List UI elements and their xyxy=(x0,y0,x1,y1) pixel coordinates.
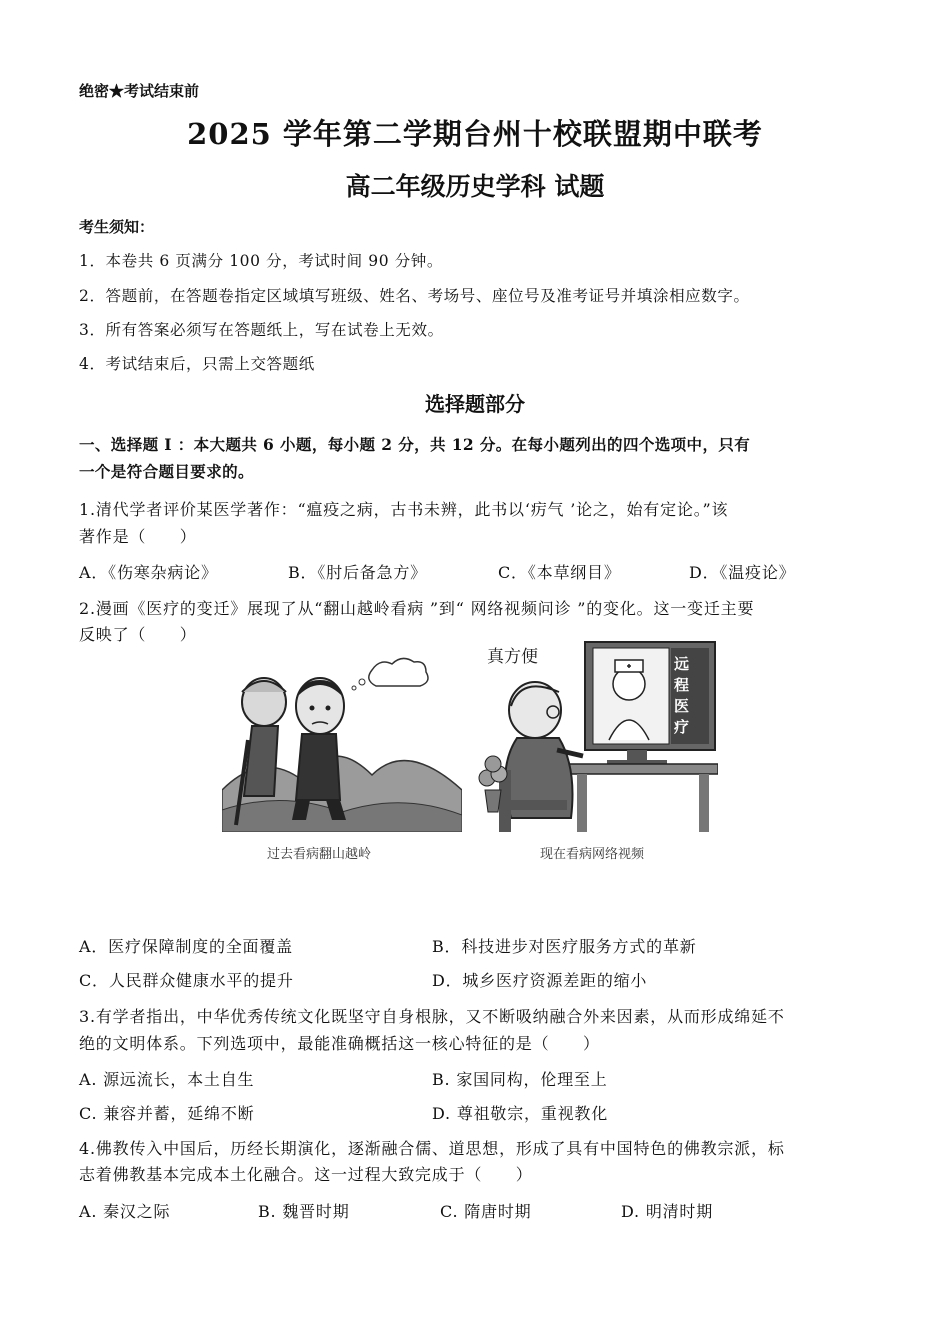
question-2-option-c: C．人民群众健康水平的提升 xyxy=(79,971,294,990)
question-3-option-d: D. 尊祖敬宗，重视教化 xyxy=(432,1104,609,1123)
question-1-option-b: B．《肘后备急方》 xyxy=(288,563,427,582)
exam-subtitle: 高二年级历史学科 试题 xyxy=(345,172,605,201)
section-instructions: 一、选择题 Ⅰ ：本大题共 6 小题，每小题 2 分，共 12 分。在每小题列出的四个选项中，只有 xyxy=(79,435,751,454)
comic-figure xyxy=(222,640,718,880)
notice-item: 2．答题前，在答题卷指定区域填写班级、姓名、考场号、座位号及准考证号并填涂相应数字。 xyxy=(79,287,750,305)
notice-item: 1．本卷共 6 页满分 100 分，考试时间 90 分钟。 xyxy=(79,252,443,270)
question-4-option-c: C. 隋唐时期 xyxy=(440,1202,532,1221)
screen-label: 远程医疗 xyxy=(674,655,690,736)
question-2-option-d: D．城乡医疗资源差距的缩小 xyxy=(432,971,648,990)
question-4-option-d: D. 明清时期 xyxy=(621,1202,714,1221)
question-4-option-a: A. 秦汉之际 xyxy=(79,1202,171,1221)
question-3-option-b: B. 家国同构，伦理至上 xyxy=(432,1070,608,1089)
question-2-stem-cont: 反映了（ ） xyxy=(79,625,197,644)
question-3-stem-cont: 绝的文明体系。下列选项中，最能准确概括这一核心特征的是（ ） xyxy=(79,1034,600,1053)
exam-title: 2025 学年第二学期台州十校联盟期中联考 xyxy=(187,117,763,151)
question-3-option-a: A. 源远流长，本土自生 xyxy=(79,1070,255,1089)
question-2-option-b: B．科技进步对医疗服务方式的革新 xyxy=(432,937,697,956)
question-4-stem-cont: 志着佛教基本完成本土化融合。这一过程大致完成于（ ） xyxy=(79,1165,533,1184)
question-1-stem-cont: 著作是（ ） xyxy=(79,527,197,546)
comic-left-panel xyxy=(222,640,462,832)
question-4-option-b: B. 魏晋时期 xyxy=(258,1202,350,1221)
question-4-stem: 4.佛教传入中国后，历经长期演化，逐渐融合儒、道思想，形成了具有中国特色的佛教宗派，标 xyxy=(79,1139,785,1158)
notice-item: 3．所有答案必须写在答题纸上，写在试卷上无效。 xyxy=(79,321,444,339)
question-1-stem: 1.清代学者评价某医学著作：“瘟疫之病，古书未辨，此书以‘疠气 ’论之，始有定论。”该 xyxy=(79,500,729,519)
confidential-label: 绝密★考试结束前 xyxy=(79,82,200,100)
right-caption: 现在看病网络视频 xyxy=(540,847,645,862)
speech-bubble-text: 真方便 xyxy=(487,647,538,667)
question-2-option-a: A．医疗保障制度的全面覆盖 xyxy=(79,937,293,956)
section-instructions-cont: 一个是符合题目要求的。 xyxy=(79,462,254,481)
notice-label: 考生须知： xyxy=(79,218,155,236)
question-2-stem: 2.漫画《医疗的变迁》展现了从“翻山越岭看病 ”到“ 网络视频问诊 ”的变化。这一变迁主要 xyxy=(79,599,755,618)
section-title: 选择题部分 xyxy=(425,392,525,416)
question-1-option-c: C．《本草纲目》 xyxy=(498,563,621,582)
question-3-option-c: C. 兼容并蓄，延绵不断 xyxy=(79,1104,255,1123)
question-1-option-a: A．《伤寒杂病论》 xyxy=(79,563,218,582)
question-3-stem: 3.有学者指出，中华优秀传统文化既坚守自身根脉，又不断吸纳融合外来因素，从而形成绵延不 xyxy=(79,1007,785,1026)
left-caption: 过去看病翻山越岭 xyxy=(267,847,372,862)
question-1-option-d: D．《温疫论》 xyxy=(689,563,796,582)
notice-item: 4．考试结束后，只需上交答题纸 xyxy=(79,355,315,373)
